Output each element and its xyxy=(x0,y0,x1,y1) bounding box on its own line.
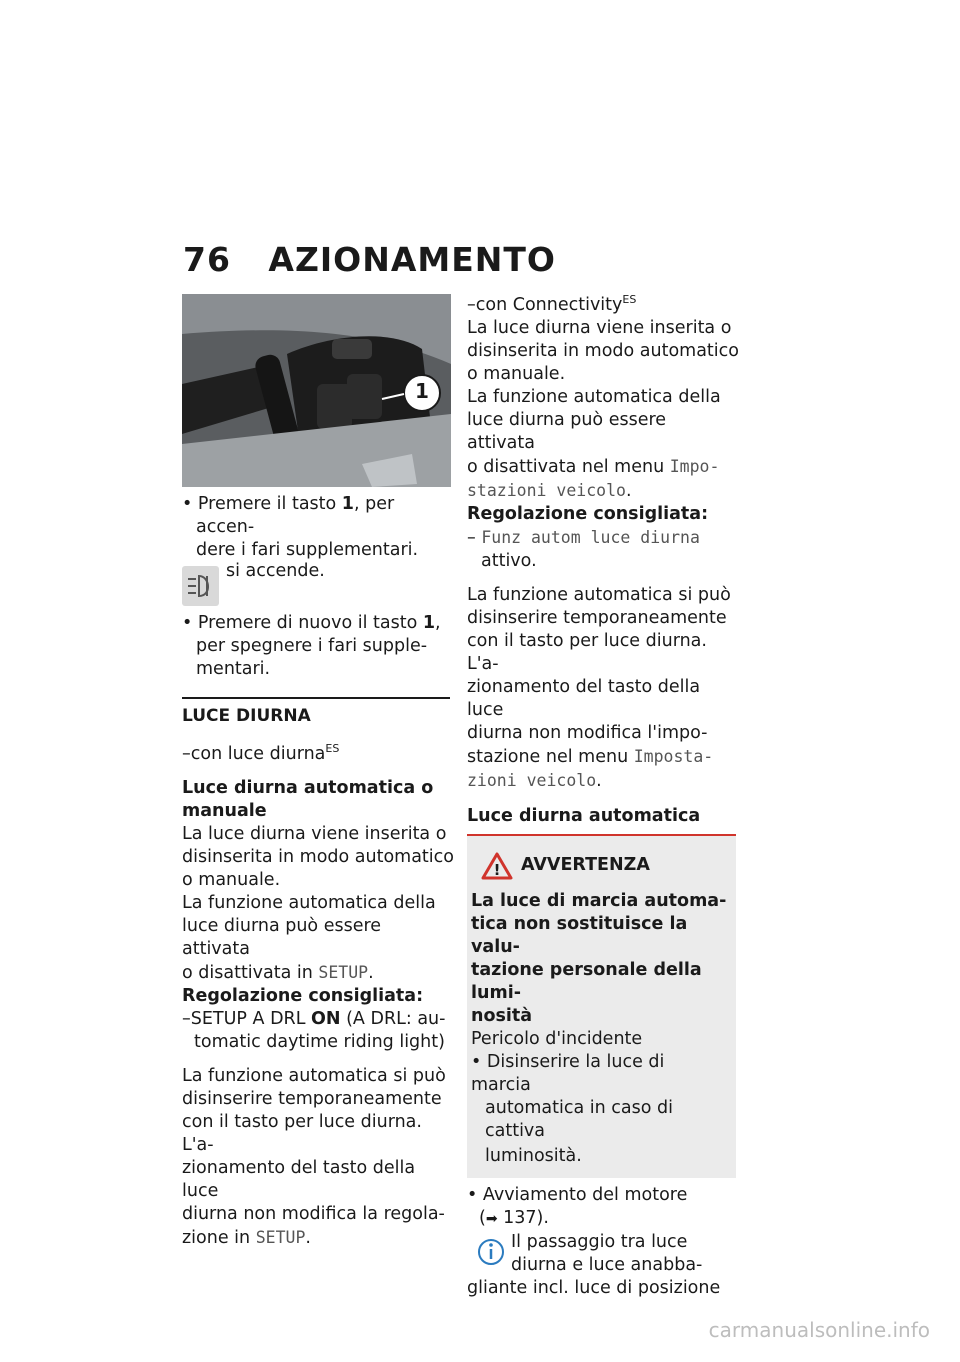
variant-label: –con Connectivity$^{ES}$ xyxy=(467,293,637,315)
svg-text:!: ! xyxy=(493,860,501,879)
section-title: AZIONAMENTO xyxy=(268,240,556,279)
list-item: • Avviamento del motore xyxy=(467,1184,688,1205)
info-icon xyxy=(477,1233,505,1271)
warning-box: ! AVVERTENZA La luce di marcia automa- tica non sostituisce la valu- tazione personale della lumi- nosità Pericolo d'incidente • Disinserire la luce di marcia automatica in caso di cattiva luminosità. xyxy=(467,836,736,1178)
recommended-heading: Regolazione consigliata: xyxy=(467,503,709,524)
left-column: • Premere il tasto 1, per accen- dere i fari supplementari. si accende. • Premere di nuovo il tasto 1, per spegnere i fari supple- mentari. LUCE DIURNA –con luce diurna$^{ES}$ Luce diurna automatica o manuale La luce diurna viene inserita o disinserita in modo automatico o manuale. La funzione automatica della luce diurna può essere attivata o disattivata in SETUP. Regolazione consigliata: –SETUP A DRL ON (A DRL: au- tomatic daytime riding light) La funzione automatica si può disinserire temporaneamente con il tasto per luce diurna. L'a- zionamento del tasto della luce diurna non modifica la regola- zione in SETUP. xyxy=(182,494,454,1248)
fog-light-icon xyxy=(182,566,219,606)
page-number: 76 xyxy=(183,240,231,279)
variant-label: –con luce diurna$^{ES}$ xyxy=(182,742,340,764)
fog-light-indicator: si accende. xyxy=(182,562,454,610)
right-column: –con Connectivity$^{ES}$ La luce diurna viene inserita o disinserita in modo automatico o manuale. La funzione automatica della luce diurna può essere attivata o disattivata nel menu Impo- stazioni veicolo. Regolazione consigliata: – Funz autom luce diurna attivo. La funzione automatica si può disinserire temporaneamente con il tasto per luce diurna. L'a- zionamento del tasto della luce diurna non modifica l'impo- stazione nel menu Imposta- zioni veicolo. Luce diurna automatica ! AVVERTENZA La luce di marcia automa- tica non sostituisce la valu- tazione personale della lumi- nosità Pericolo d'incidente • Disinserire la luce di marcia automatica in caso di cattiva luminosità. • Avviamento del motore (➡ 137). Il passaggio tra luce diurna e luce anabba- gliante incl. luce di posizione xyxy=(467,288,739,1300)
handlebar-photo xyxy=(182,294,451,487)
section-heading: LUCE DIURNA xyxy=(182,706,311,726)
sub-heading: Luce diurna automatica o xyxy=(182,777,434,798)
list-item: • Premere il tasto 1, per accen- xyxy=(182,494,395,537)
warning-header xyxy=(471,852,728,882)
watermark: carmanualsonline.info xyxy=(708,1318,930,1342)
list-item: • Premere di nuovo il tasto 1, xyxy=(182,613,441,633)
danger-text: Pericolo d'incidente xyxy=(471,1028,643,1049)
warning-triangle-icon xyxy=(481,852,513,880)
section-divider xyxy=(182,697,450,699)
arrow-right-icon: ➡ xyxy=(485,1210,498,1227)
callout-number: 1 xyxy=(415,379,429,403)
info-note: Il passaggio tra luce diurna e luce anabba- xyxy=(467,1231,739,1277)
warning-title: AVVERTENZA xyxy=(521,854,650,875)
page-header xyxy=(183,240,556,279)
recommended-heading: Regolazione consigliata: xyxy=(182,985,424,1006)
page-reference: (➡ 137). xyxy=(479,1207,549,1228)
sub-heading: Luce diurna automatica xyxy=(467,805,701,826)
